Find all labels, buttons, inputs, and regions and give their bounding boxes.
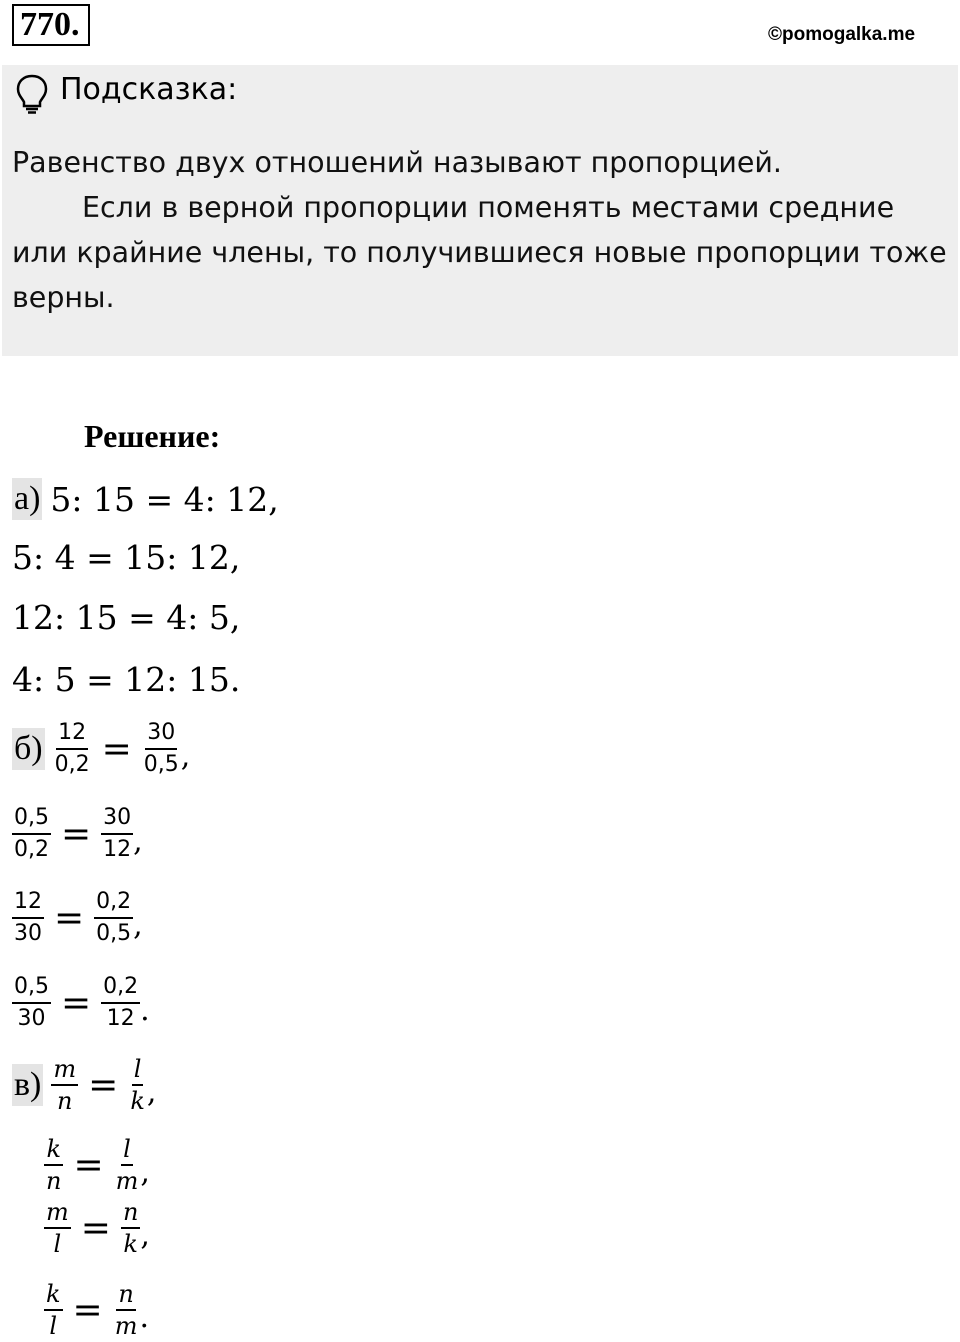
part-a-line-1 bbox=[12, 478, 279, 520]
numerator: 0,5 bbox=[12, 972, 51, 1004]
fraction bbox=[101, 972, 140, 1034]
equals-sign: = bbox=[54, 897, 85, 939]
hint-text bbox=[12, 140, 952, 320]
numerator: l bbox=[121, 1134, 133, 1166]
part-a-line-2 bbox=[12, 538, 240, 577]
numerator: 0,5 bbox=[12, 803, 51, 835]
hint-title: Подсказка: bbox=[60, 72, 238, 107]
numerator: 12 bbox=[56, 718, 88, 750]
numerator: 30 bbox=[101, 803, 133, 835]
punctuation: , bbox=[140, 1155, 150, 1190]
numerator: 0,2 bbox=[94, 887, 133, 919]
part-c-eq-1 bbox=[12, 1054, 156, 1116]
denominator: 0,5 bbox=[96, 921, 132, 946]
fraction bbox=[113, 1279, 140, 1341]
equation-text: 12: 15 = 4: 5, bbox=[12, 598, 241, 637]
fraction bbox=[12, 803, 51, 865]
numerator: k bbox=[44, 1279, 63, 1311]
denominator: m bbox=[114, 1312, 138, 1340]
numerator: 30 bbox=[145, 718, 177, 750]
punctuation: . bbox=[139, 1300, 150, 1335]
equals-sign: = bbox=[80, 1207, 111, 1249]
numerator: 0,2 bbox=[101, 972, 140, 1004]
denominator: n bbox=[57, 1087, 73, 1115]
equals-sign: = bbox=[61, 813, 92, 855]
punctuation: , bbox=[133, 908, 143, 943]
fraction bbox=[142, 718, 181, 780]
part-c-eq-2 bbox=[44, 1134, 150, 1196]
punctuation: , bbox=[133, 824, 143, 859]
denominator: l bbox=[53, 1230, 62, 1258]
fraction bbox=[12, 887, 44, 949]
copyright-text: ©pomogalka.me bbox=[768, 24, 916, 45]
numerator: n bbox=[116, 1279, 135, 1311]
equals-sign: = bbox=[61, 982, 92, 1024]
fraction bbox=[101, 803, 133, 865]
denominator: 0,5 bbox=[143, 752, 179, 777]
part-c-label: в) bbox=[12, 1064, 43, 1106]
fraction bbox=[53, 718, 92, 780]
fraction bbox=[121, 1197, 140, 1259]
denominator: l bbox=[49, 1312, 58, 1340]
denominator: 12 bbox=[106, 1006, 135, 1031]
part-b-label: б) bbox=[12, 728, 45, 770]
part-c-eq-3 bbox=[44, 1197, 150, 1259]
denominator: 30 bbox=[17, 1006, 46, 1031]
hint-line-1: Равенство двух отношений называют пропорцией. bbox=[12, 146, 782, 179]
punctuation: , bbox=[180, 739, 191, 774]
equation-text: 5: 15 = 4: 12, bbox=[50, 479, 279, 519]
punctuation: . bbox=[140, 993, 150, 1028]
equals-sign: = bbox=[73, 1144, 104, 1186]
fraction bbox=[12, 972, 51, 1034]
denominator: 30 bbox=[14, 921, 42, 946]
fraction bbox=[94, 887, 133, 949]
equation-text: 4: 5 = 12: 15. bbox=[12, 660, 241, 699]
part-b-eq-3 bbox=[12, 887, 143, 949]
equation-text: 5: 4 = 15: 12, bbox=[12, 538, 241, 577]
denominator: 0,2 bbox=[54, 752, 90, 777]
numerator: l bbox=[132, 1054, 144, 1086]
denominator: k bbox=[123, 1230, 138, 1258]
numerator: m bbox=[51, 1054, 78, 1086]
fraction bbox=[44, 1279, 63, 1341]
equals-sign: = bbox=[72, 1289, 103, 1331]
equals-sign: = bbox=[101, 728, 132, 770]
solution-title: Решение: bbox=[84, 418, 221, 454]
denominator: k bbox=[130, 1087, 145, 1115]
fraction bbox=[51, 1054, 78, 1116]
denominator: n bbox=[46, 1167, 62, 1195]
numerator: 12 bbox=[12, 887, 44, 919]
part-c-eq-4 bbox=[44, 1279, 149, 1341]
part-a-line-3 bbox=[12, 598, 240, 637]
fraction bbox=[44, 1197, 71, 1259]
fraction bbox=[44, 1134, 63, 1196]
part-b-eq-2 bbox=[12, 803, 143, 865]
denominator: 12 bbox=[103, 837, 132, 862]
denominator: 0,2 bbox=[14, 837, 49, 862]
numerator: m bbox=[44, 1197, 71, 1229]
numerator: k bbox=[44, 1134, 63, 1166]
equals-sign: = bbox=[88, 1064, 119, 1106]
punctuation: , bbox=[146, 1075, 157, 1110]
part-b-eq-4 bbox=[12, 972, 150, 1034]
problem-number: 770. bbox=[12, 4, 90, 46]
numerator: n bbox=[121, 1197, 140, 1229]
part-b-eq-1 bbox=[12, 718, 190, 780]
part-a-line-4 bbox=[12, 660, 240, 699]
lightbulb-icon bbox=[16, 74, 48, 114]
denominator: m bbox=[115, 1167, 139, 1195]
fraction bbox=[114, 1134, 141, 1196]
hint-paragraph-2: Если в верной пропорции поменять местами средние или крайние члены, то получившиеся новые пропорции тоже верны. bbox=[12, 191, 947, 314]
part-a-label: а) bbox=[12, 478, 42, 520]
punctuation: , bbox=[140, 1218, 150, 1253]
fraction bbox=[128, 1054, 147, 1116]
